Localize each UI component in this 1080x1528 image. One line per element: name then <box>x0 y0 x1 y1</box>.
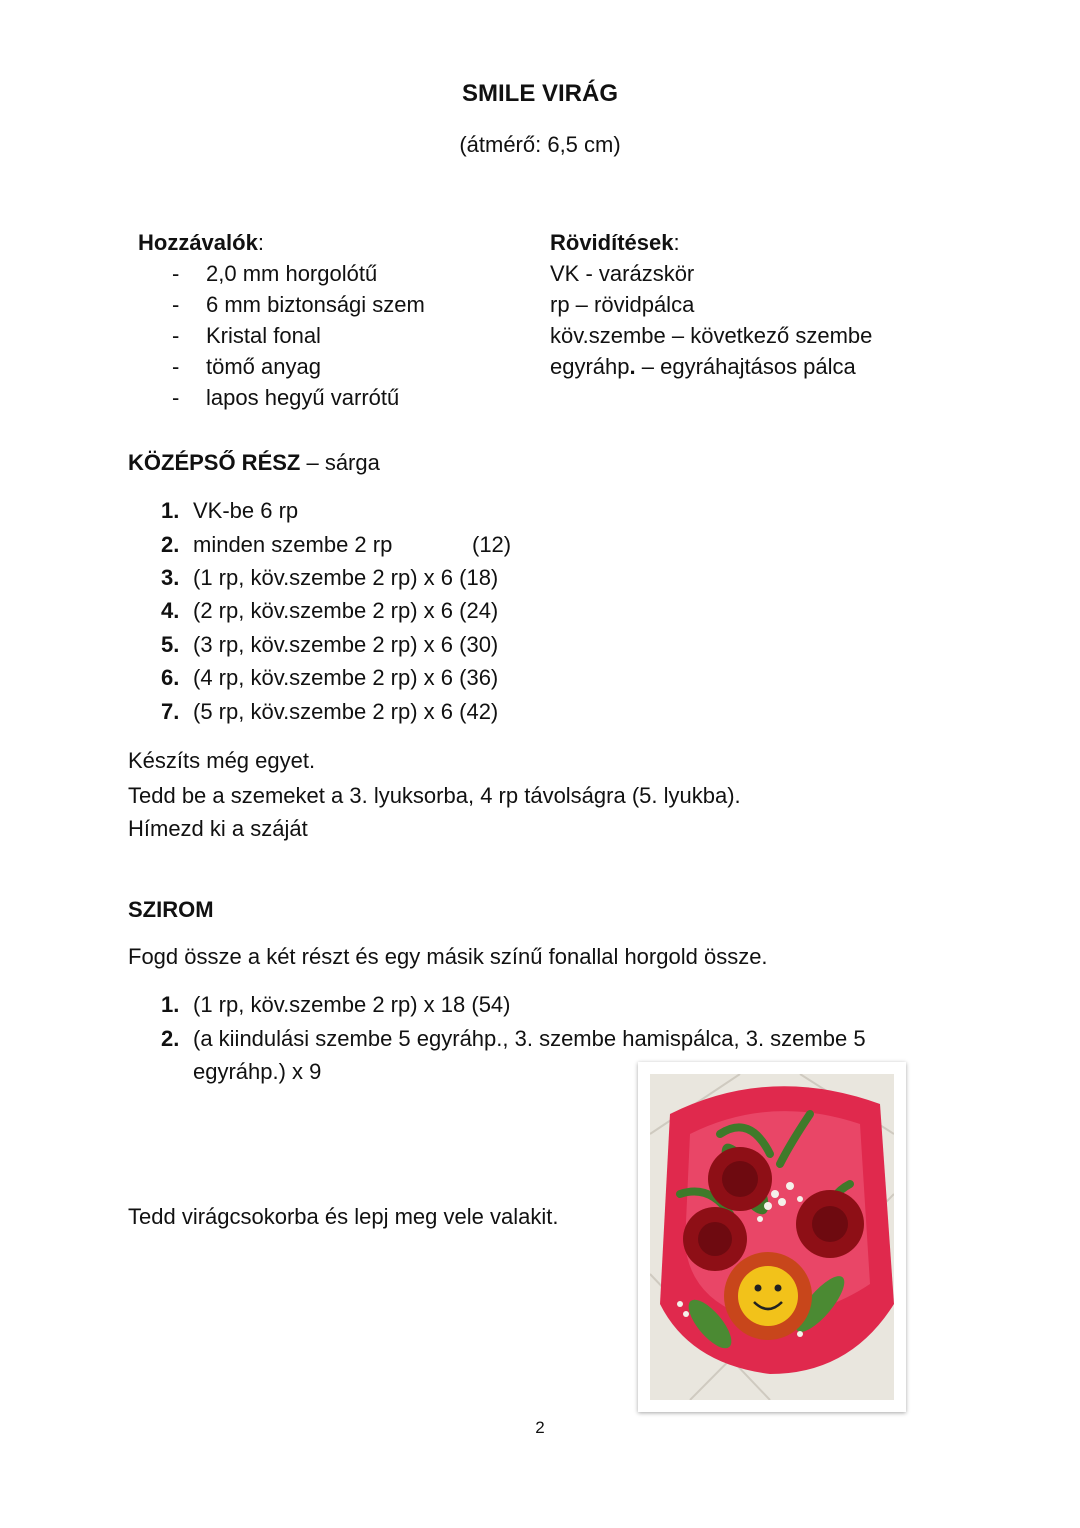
row-number: 1. <box>161 498 180 523</box>
abbreviations-heading-colon: : <box>673 230 680 255</box>
document-subtitle: (átmérő: 6,5 cm) <box>459 132 621 157</box>
ingredient-text: lapos hegyű varrótű <box>206 385 400 410</box>
rose-center <box>812 1206 848 1242</box>
petal-row-1 <box>161 989 511 1020</box>
center-part-heading <box>128 447 380 478</box>
abbreviation-bold-dot: . <box>629 354 636 379</box>
rose-center <box>722 1161 758 1197</box>
abbreviation-text: – egyráhajtásos pálca <box>635 354 856 379</box>
center-note: Hímezd ki a száját <box>128 816 308 841</box>
abbreviation-text: rp – rövidpálca <box>550 292 695 317</box>
center-row-2-count: (12) <box>472 532 512 557</box>
ingredient-item <box>172 351 321 382</box>
center-row-6 <box>161 662 498 693</box>
row-number: 1. <box>161 992 180 1017</box>
row-text: (1 rp, köv.szembe 2 rp) x 6 (18) <box>193 565 499 590</box>
center-row-2 <box>161 529 392 560</box>
smiley-eye <box>775 1285 782 1292</box>
abbreviation-item <box>550 289 694 320</box>
petal-intro: Fogd össze a két részt és egy másik színű fonallal horgold össze. <box>128 944 768 969</box>
smiley-eye <box>755 1285 762 1292</box>
center-row-7 <box>161 696 498 727</box>
ingredient-text: tömő anyag <box>206 354 321 379</box>
row-text: VK-be 6 rp <box>193 498 299 523</box>
ingredient-item <box>172 258 377 289</box>
abbreviation-text: köv.szembe – következő szembe <box>550 323 873 348</box>
ingredient-text: 6 mm biztonsági szem <box>206 292 425 317</box>
abbreviation-text: egyráhp <box>550 354 630 379</box>
center-note: Tedd be a szemeket a 3. lyuksorba, 4 rp távolságra (5. lyukba). <box>128 783 741 808</box>
center-note: Készíts még egyet. <box>128 748 316 773</box>
abbreviation-item <box>550 320 872 351</box>
ingredient-text: 2,0 mm horgolótű <box>206 261 378 286</box>
center-row-3 <box>161 562 498 593</box>
list-dash: - <box>172 354 180 379</box>
document-title: SMILE VIRÁG <box>461 80 618 107</box>
ingredients-heading-text: Hozzávalók <box>138 230 258 255</box>
row-number: 3. <box>161 565 180 590</box>
center-row-1 <box>161 495 298 526</box>
petal-heading: SZIROM <box>128 897 214 922</box>
petal-row-2-continuation: egyráhp.) x 9 <box>193 1059 322 1084</box>
ingredient-item <box>172 382 399 413</box>
abbreviation-item <box>550 258 694 289</box>
bouquet-photo <box>650 1074 894 1400</box>
row-text: (3 rp, köv.szembe 2 rp) x 6 (30) <box>193 632 499 657</box>
list-dash: - <box>172 385 180 410</box>
ingredient-text: Kristal fonal <box>206 323 321 348</box>
row-number: 7. <box>161 699 180 724</box>
row-number: 2. <box>161 1026 180 1051</box>
abbreviations-heading <box>550 227 680 258</box>
smiley-face <box>738 1266 798 1326</box>
row-text: (5 rp, köv.szembe 2 rp) x 6 (42) <box>193 699 499 724</box>
row-text: (2 rp, köv.szembe 2 rp) x 6 (24) <box>193 598 499 623</box>
center-row-5 <box>161 629 498 660</box>
ingredients-heading-colon: : <box>257 230 264 255</box>
row-number: 4. <box>161 598 180 623</box>
abbreviations-heading-text: Rövidítések <box>550 230 674 255</box>
abbreviation-item <box>550 351 856 382</box>
row-text: (1 rp, köv.szembe 2 rp) x 18 (54) <box>193 992 511 1017</box>
ingredient-item <box>172 320 321 351</box>
rose-center <box>698 1222 732 1256</box>
row-text: (a kiindulási szembe 5 egyráhp., 3. szembe hamispálca, 3. szembe 5 <box>193 1026 866 1051</box>
row-number: 2. <box>161 532 180 557</box>
ingredient-item <box>172 289 425 320</box>
petal-row-2 <box>161 1023 866 1054</box>
center-part-heading-text: KÖZÉPSŐ RÉSZ <box>128 450 301 475</box>
row-number: 5. <box>161 632 180 657</box>
list-dash: - <box>172 292 180 317</box>
row-text: (4 rp, köv.szembe 2 rp) x 6 (36) <box>193 665 499 690</box>
list-dash: - <box>172 261 180 286</box>
closing-text: Tedd virágcsokorba és lepj meg vele valakit. <box>128 1204 559 1229</box>
ingredients-heading <box>138 227 264 258</box>
list-dash: - <box>172 323 180 348</box>
center-part-color: – sárga <box>300 450 380 475</box>
abbreviation-text: VK - varázskör <box>550 261 695 286</box>
row-number: 6. <box>161 665 180 690</box>
center-row-4 <box>161 595 498 626</box>
row-text: minden szembe 2 rp <box>193 532 393 557</box>
page-number: 2 <box>535 1418 545 1437</box>
bouquet-photo-frame <box>638 1062 906 1412</box>
